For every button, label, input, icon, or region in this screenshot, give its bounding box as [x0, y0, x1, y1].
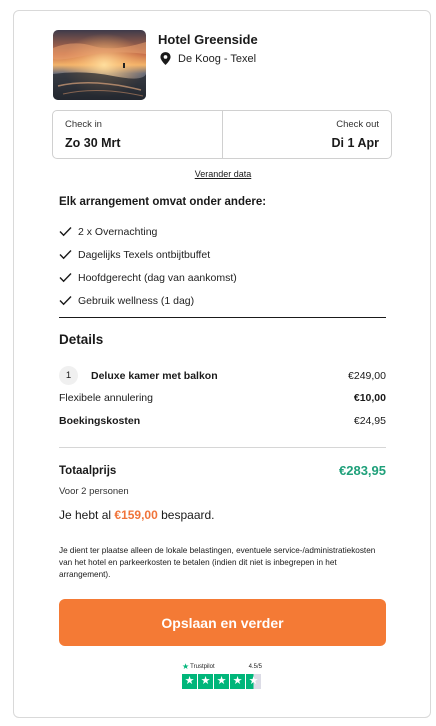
booking-fees-line: [59, 415, 386, 427]
cancellation-line: [59, 392, 386, 404]
checkout-label: Check out: [336, 119, 379, 130]
change-dates-link[interactable]: Verander data: [194, 169, 252, 179]
star-icon: ★: [182, 674, 197, 689]
inclusion-label: Hoofdgerecht (dag van aankomst): [78, 271, 237, 284]
checkmark-icon: [59, 272, 72, 283]
room-line: [59, 366, 386, 385]
hotel-photo-icon: [53, 30, 146, 100]
trustpilot-brand-label: Trustpilot: [190, 663, 215, 670]
trustpilot-brand: [182, 662, 215, 671]
date-selector[interactable]: [52, 110, 392, 159]
location-pin-icon: [160, 52, 171, 65]
persons-note: Voor 2 personen: [59, 486, 129, 497]
cancellation-price: €10,00: [353, 392, 386, 404]
section-divider: [59, 447, 386, 448]
savings-prefix: Je hebt al: [59, 508, 112, 522]
booking-fees-label: Boekingskosten: [59, 415, 141, 427]
save-and-continue-button[interactable]: Opslaan en verder: [59, 599, 386, 646]
room-name: Deluxe kamer met balkon: [91, 369, 218, 382]
savings-suffix: bespaard.: [161, 508, 215, 522]
inclusions-list: [59, 220, 237, 312]
star-icon: ★: [198, 674, 213, 689]
inclusion-label: 2 x Overnachting: [78, 225, 158, 238]
list-item: [59, 289, 237, 312]
star-icon: ★: [230, 674, 245, 689]
checkin-box[interactable]: [53, 111, 222, 158]
trustpilot-stars: [182, 674, 262, 689]
trustpilot-score: 4.5/5: [248, 663, 262, 670]
booking-fees-price: €24,95: [353, 415, 386, 427]
list-item: [59, 220, 237, 243]
section-divider: [59, 317, 386, 318]
booking-summary-card: [13, 10, 431, 718]
room-price: €249,00: [348, 369, 386, 382]
inclusion-label: Dagelijks Texels ontbijtbuffet: [78, 248, 211, 261]
inclusion-label: Gebruik wellness (1 dag): [78, 294, 195, 307]
checkin-value: Zo 30 Mrt: [65, 136, 121, 150]
checkin-label: Check in: [65, 119, 102, 130]
tax-note: Je dient ter plaatse alleen de lokale belastingen, eventuele service-/administratiekosten van het hotel en parkeerkosten te betalen (indien dit niet is inbegrepen in het arrangement).: [59, 546, 376, 580]
total-line: [59, 463, 386, 478]
trustpilot-badge[interactable]: [182, 662, 262, 689]
hotel-location-text: De Koog - Texel: [178, 52, 257, 65]
half-star-icon: ★: [246, 674, 261, 689]
details-title: Details: [59, 332, 104, 347]
checkmark-icon: [59, 295, 72, 306]
savings-message: [59, 508, 215, 522]
star-icon: ★: [214, 674, 229, 689]
trustpilot-logo-icon: ★: [182, 662, 190, 671]
checkout-value: Di 1 Apr: [331, 136, 379, 150]
inclusions-title: Elk arrangement omvat onder andere:: [59, 196, 267, 208]
hotel-name: Hotel Greenside: [158, 32, 258, 47]
cancellation-label: Flexibele annulering: [59, 392, 153, 404]
checkmark-icon: [59, 226, 72, 237]
checkout-box[interactable]: [222, 111, 392, 158]
room-quantity-badge: 1: [59, 366, 78, 385]
list-item: [59, 266, 237, 289]
total-price: €283,95: [339, 463, 386, 478]
list-item: [59, 243, 237, 266]
total-label: Totaalprijs: [59, 464, 117, 477]
checkmark-icon: [59, 249, 72, 260]
savings-amount: €159,00: [114, 508, 158, 522]
hotel-location: [160, 52, 256, 65]
